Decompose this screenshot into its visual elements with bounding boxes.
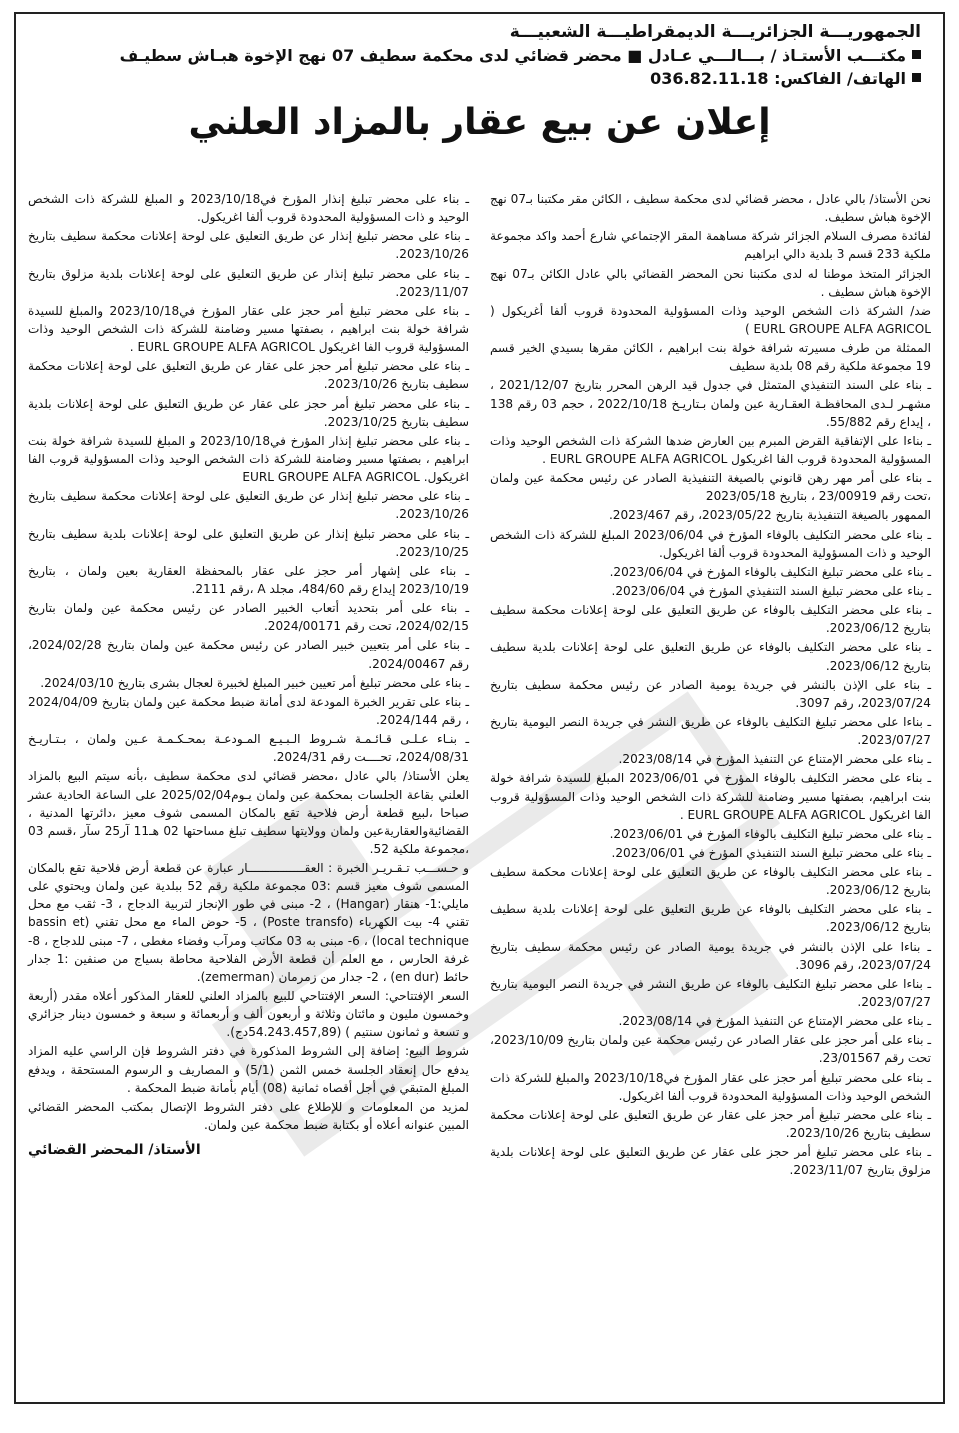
- paragraph: ـ بناء على محضر تبليغ أمر حجز على عقار عن طريق التعليق على لوحة إعلانات بلدية سطيف بتاريخ 2023/10/25.: [28, 396, 469, 429]
- paragraph: و حـســـب تـقـريـر الخبرة : العقــــــــــــــــار عبارة عن قطعة أرض فلاحية تقع بالمكان المسمى شوف معيز قسم :03 مجموعة ملكية رقم 52 ببلدية عين ولمان ويحتوي على مايلي:1- هنقار (Hangar) ، 2- مبنى في طور الإنجاز لتربية الدجاج ، 3- ثقب مع محل تقني 4- بيت الكهرباء (Poste transfo) ، 5- حوض الماء مع محل تقني (bassin et local technique) ، 6- مبنى به 03 مكاتب ومرآب وفضاء مغطى ، 7- مبنى للدجاج ، 8- غرفة الحارس ، مع العلم أن قطعة الأرض الفلاحية محاطة بسياج من صنفين :1 جدار حائط (en dur) ، 2- جدار من زمرمان (zemerman).: [28, 861, 470, 984]
- paragraph: ـ بناءا على محضر تبليغ التكليف بالوفاء عن طريق النشر في جريدة النصر اليومية بتاريخ 2023/07/27.: [490, 714, 931, 748]
- paragraph: نحن الأستاذ/ بالي عادل ، محضر قضائي لدى محكمة سطيف ، الكائن مقر مكتبنا بـ07 نهج الإخوة هباش سطيف.: [490, 192, 932, 225]
- paragraph: ـ بناء على محضر تبليغ أمر حجز على عقار عن طريق التعليق على لوحة إعلانات بلدية مزلوق بتاريخ 2023/11/07.: [490, 1145, 931, 1178]
- paragraph: ـ بناء على محضر تبليغ التكليف بالوفاء المؤرخ في 2023/06/01.: [609, 826, 931, 841]
- office-header: [16, 14, 943, 88]
- right-column: [490, 190, 931, 1180]
- paragraph: ـ بناءا على الإتفاقية القرض المبرم بين العارض ضدها الشركة ذات الشخص الوحيد وذات المسؤولية المحدودة قروب الفا اغريكول EURL GROUPE ALFA AGRICOL .: [490, 433, 931, 466]
- paragraph: ـ بناء على إشهار أمر حجز على عقار بالمحفظة العقارية بعين ولمان ، بتاريخ 2023/10/19 إيداع رقم 484/60، مجلد A ،رقم 2111.: [28, 563, 469, 596]
- paragraph: ـ بناء على محضر الإمتناع عن التنفيذ المؤرخ في 2023/08/14.: [618, 752, 931, 767]
- republic-line: الجمهوريـــة الجزائريـــة الديمقراطيـــة الشعبيـــة: [509, 22, 921, 42]
- paragraph: ـ بناء على محضر تبليغ أمر حجز على عقار المؤرخ في2023/10/18 والمبلغ للشركة ذات الشخص الوحيد وذات المسؤولية المحدودة قروب ألفا اغريكول.: [490, 1070, 931, 1103]
- paragraph: ـ بناء على محضر تبليغ إنذار عن طريق التعليق على لوحة إعلانات محكمة سطيف بتاريخ 2023/10/26.: [28, 489, 469, 522]
- paragraph: ـ بناء على محضر تبليغ إنذار المؤرخ في2023/10/18 و المبلغ للسيدة شرافة خولة بنت ابراهيم ، بصفتها مسير وضامنة للشركة ذات الشخص الوحيد وذات المسؤولية قروب الفا اغريكول. EURL GROUPE ALFA AGRICOL: [28, 433, 469, 485]
- square-bullet-icon: [912, 73, 921, 82]
- paragraph: ـ بناء على محضر تبليغ أمر حجز على عقار عن طريق التعليق على لوحة إعلانات محكمة سطيف بتاريخ 2023/10/26.: [28, 359, 469, 392]
- phone-fax: الهاتف/ الفاكس: 036.82.11.18: [650, 69, 906, 88]
- paragraph: ـ بنـاء عـلـى قـائـمـة شـروط الـبـيـع المـودعـة بمحـكـمـة عـين ولمان ، بـتـاريـخ 2024/08/31، تحــــت رقم 2024/31.: [28, 732, 469, 765]
- paragraph: ـ بناء على محضر تبليغ إنذار عن طريق التعليق على لوحة إعلانات محكمة سطيف بتاريخ 2023/10/26.: [28, 229, 469, 262]
- paragraph: الممثلة من طرف مسيرته شرافة خولة بنت ابراهيم ، الكائن مقرها بسيدي الخير قسم 19 مجموعة ملكية رقم 08 بلدية سطيف: [490, 341, 931, 374]
- paragraph: لمزيد من المعلومات و للإطلاع على دفتر الشروط الإتصال بمكتب المحضر القضائي المبين عنوانه أعلاه أو بكتابة ضبط محكمة عين ولمان.: [28, 1099, 469, 1133]
- paragraph: الممهور بالصيغة التنفيذية بتاريخ 2023/05/22، رقم 2023/467.: [608, 508, 931, 523]
- paragraph: ـ بناء على أمر حجز على عقار الصادر عن رئيس محكمة عين ولمان بتاريخ 2023/10/09، تحت رقم 23/01567.: [490, 1033, 931, 1066]
- paragraph: ـ بناءا على محضر تبليغ التكليف بالوفاء عن طريق النشر في جريدة النصر اليومية بتاريخ 2023/07/27.: [490, 976, 931, 1010]
- paragraph: السعر الإفتتاحي: السعر الإفتتاحي للبيع بالمزاد العلني للعقار المذكور أعلاه مقدر (أربعة وخمسون مليون و مائتان وثلاثة و أربعون ألف و أربعمائة و سبعة و خمسون دينار جزائري و تسعة و ثمانون سنتيم ) (54.243.457,89دج).: [28, 989, 469, 1040]
- paragraph: ـ بناء على محضر الإمتناع عن التنفيذ المؤرخ في 2023/08/14.: [618, 1014, 931, 1029]
- paragraph: ـ بناء على محضر التكليف بالوفاء عن طريق التعليق على لوحة إعلانات بلدية سطيف بتاريخ 2023/06/12.: [490, 640, 931, 673]
- signature: الأستاذ/ المحضر القضائي: [28, 1142, 201, 1159]
- paragraph: ـ بناء على محضر تبليغ السند التنفيذي المؤرخ في 2023/06/01.: [611, 845, 931, 860]
- announcement-title: إعلان عن بيع عقار بالمزاد العلني: [188, 102, 771, 143]
- paragraph: ـ بناء على محضر تبليغ أمر حجز على عقار عن طريق التعليق على لوحة إعلانات محكمة سطيف بتاريخ 2023/10/26.: [490, 1107, 931, 1141]
- paragraph: ـ بناء على محضر التكليف بالوفاء المؤرخ في 2023/06/01 المبلغ للسيدة شرافة خولة بنت ابراهيم، بصفتها مسير وضامنة للشركة ذات الشخص الوحيد وذات المسؤولية قروب الفا اغريكول EURL GROUPE ALFA AGRICOL .: [490, 771, 931, 822]
- paragraph: ـ بناء على الإذن بالنشر في جريدة يومية الصادر عن رئيس محكمة سطيف بتاريخ 2023/07/24، رقم 3097.: [490, 677, 931, 710]
- phone-line: [38, 69, 921, 88]
- paragraph: ـ بناء على محضر التكليف بالوفاء عن طريق التعليق على لوحة إعلانات بلدية سطيف بتاريخ 2023/06/12.: [490, 902, 931, 935]
- paragraph: الجزائر المتخذ موطنا له لدى مكتبنا نحن المحضر القضائي بالي عادل الكائن بـ07 نهج الإخوة هباش سطيف .: [490, 266, 932, 299]
- paragraph: ـ بناء على محضر تبليغ السند التنفيذي المؤرخ في 2023/06/04.: [611, 583, 931, 598]
- paragraph: ـ بناء على محضر تبليغ إنذار عن طريق التعليق على لوحة إعلانات بلدية سطيف بتاريخ 2023/10/25.: [28, 526, 469, 559]
- paragraph: ـ بناء على محضر تبليغ أمر حجز على عقار المؤرخ في2023/10/18 والمبلغ للسيدة شرافة خولة بنت ابراهيم ، بصفتها مسير وضامنة للشركة ذات الشخص الوحيد وذات المسؤولية قروب الفا اغريكول EURL GROUPE ALFA AGRICOL .: [28, 303, 470, 355]
- paragraph: ـ بناء على محضر التكليف بالوفاء عن طريق التعليق على لوحة إعلانات محكمة سطيف بتاريخ 2023/06/12.: [490, 865, 931, 898]
- paragraph: شروط البيع: إضافة إلى الشروط المذكورة في دفتر الشروط فإن الراسي عليه المزاد يدفع حال إنعقاد الجلسة خمس الثمن (5/1) و المصاريف و الرسوم المستحقة ، ويدفع المبلغ المتبقي في أجل أقصاه ثمانية (08) أيام بأمانة ضبط المحكمة .: [28, 1044, 469, 1095]
- paragraph: ـ بناء على أمر بتعيين خبير الصادر عن رئيس محكمة عين ولمان بتاريخ 2024/02/28، رقم 2024/00467.: [28, 638, 469, 671]
- announcement-page: [14, 12, 945, 1404]
- body-columns: [16, 190, 943, 1402]
- paragraph: ـ بناء على السند التنفيذي المتمثل في جدول قيد الرهن المحرر بتاريخ 2021/12/07 ، مشهـر لـدى المحافظـة العقـارية عين ولمان بـتاريـخ 2022/10/18 ، حجم 03 رقم 138 ، إيداع رقم 55/882.: [490, 378, 931, 429]
- paragraph: يعلن الأستاذ/ بالي عادل ،محضر قضائي لدى محكمة سطيف ،بأنه سيتم البيع بالمزاد العلني بقاعة الجلسات بمحكمة عين ولمان يـوم2025/02/04 على الساعة الحادية عشر صباحا ،لبيع قطعة أرض فلاحية تقع بالمكان المسمى شوف معيز ،دائرتها المدنية ، القضائيةوالعقاريةعين ولمان وولايتها سطيف تبلغ مساحتها 02 هـ11 آر25 سآر ،قسم 03 ،مجموعة ملكية 52.: [28, 769, 470, 856]
- paragraph: ـ بناء على محضر تبليغ التكليف بالوفاء المؤرخ في 2023/06/04.: [609, 564, 931, 579]
- office-address: مكتـــب الأستـاذ / بـــالـــي عـادل ■ محضر قضائي لدى محكمة سطيف 07 نهج الإخوة هبـاش سطيـف: [119, 46, 906, 65]
- paragraph: ـ بناء على أمر مهر رهن قانوني بالصيغة التنفيذية الصادر عن رئيس محكمة عين ولمان ،تحت رقم 23/00919 ، بتاريخ 2023/05/18: [490, 471, 931, 504]
- paragraph: ـ بناءا على الإذن بالنشر في جريدة يومية الصادر عن رئيس محكمة سطيف بتاريخ 2023/07/24، رقم 3096.: [490, 939, 931, 972]
- paragraph: ـ بناء على محضر تبليغ إنذار المؤرخ في2023/10/18 و المبلغ للشركة ذات الشخص الوحيد و ذات المسؤولية المحدودة قروب ألفا اغريكول.: [28, 192, 469, 225]
- paragraph: ـ بناء على تقرير الخبرة المودعة لدى أمانة ضبط محكمة عين ولمان بتاريخ 2024/04/09 ، رقم 2024/144.: [28, 694, 469, 727]
- left-column: [28, 190, 469, 1161]
- office-line: [38, 46, 921, 65]
- paragraph: ـ بناء على أمر بتحديد أتعاب الخبير الصادر عن رئيس محكمة عين ولمان بتاريخ 2024/02/15، تحت رقم 2024/00171.: [28, 601, 469, 634]
- paragraph: ـ بناء على محضر التكليف بالوفاء عن طريق التعليق على لوحة إعلانات محكمة سطيف بتاريخ 2023/06/12.: [490, 603, 931, 636]
- paragraph: لفائدة مصرف السلام الجزائر شركة مساهمة المقر الإجتماعي شارع أحمد واكد مجموعة ملكية 233 قسم 3 بلدية دالي ابراهيم: [490, 229, 931, 262]
- paragraph: ـ بناء على محضر تبليغ أمر تعيين خبير المبلغ لخبيرة لعجال بشرى بتاريخ 2024/03/10.: [40, 675, 469, 690]
- paragraph: ـ بناء على محضر تبليغ إنذار عن طريق التعليق على لوحة إعلانات بلدية مزلوق بتاريخ 2023/11/07.: [28, 266, 469, 299]
- square-bullet-icon: [912, 50, 921, 59]
- paragraph: ـ بناء على محضر التكليف بالوفاء المؤرخ في 2023/06/04 المبلغ للشركة ذات الشخص الوحيد و ذات المسؤولية المحدودة قروب ألفا اغريكول.: [490, 527, 931, 560]
- paragraph: ضد/ الشركة ذات الشخص الوحيد وذات المسؤولية المحدودة قروب ألفا أغريكول ( EURL GROUPE ALFA AGRICOL ): [490, 303, 931, 336]
